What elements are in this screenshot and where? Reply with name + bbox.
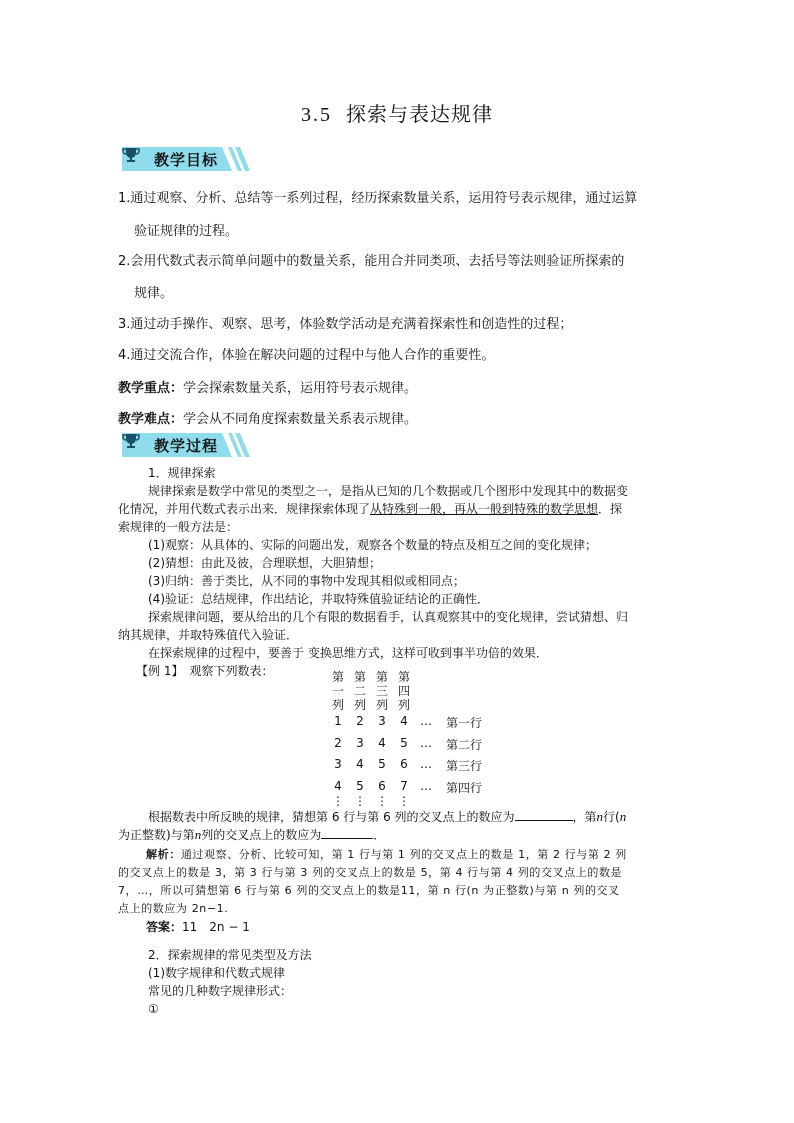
goals-heading: 教学目标 bbox=[154, 151, 219, 169]
table-cell: 5 bbox=[378, 757, 386, 771]
goals-banner bbox=[122, 147, 250, 171]
table-cell: 4 bbox=[356, 757, 364, 771]
trophy-icon bbox=[122, 147, 140, 163]
part2-line: 常见的几种数字规律形式： bbox=[148, 984, 293, 998]
column-header-char: 第 bbox=[397, 670, 410, 684]
objective-2 bbox=[118, 250, 678, 301]
answer-blank-2[interactable] bbox=[321, 826, 373, 839]
part2-circle-one: ① bbox=[148, 1002, 159, 1016]
row-label: 第三行 bbox=[446, 759, 483, 773]
table-cell: 5 bbox=[400, 735, 408, 750]
column-header-char: 四 bbox=[397, 684, 410, 698]
process-banner bbox=[122, 433, 250, 457]
intro-line2-start: 化情况，并用代数式表示出来．规律探索体现了 bbox=[118, 502, 371, 516]
var-n: n bbox=[194, 827, 202, 842]
intro-line2-underlined: 从特殊到一般，再从一般到特殊的数学思想 bbox=[370, 502, 599, 516]
intro-line1: 规律探索是数学中常见的类型之一，是指从已知的几个数据或几个图形中发现其中的数据变 bbox=[148, 484, 629, 498]
row-ellipsis: … bbox=[420, 778, 432, 793]
column-header-char: 列 bbox=[331, 698, 344, 712]
table-cell: 7 bbox=[400, 778, 408, 793]
row-label: 第四行 bbox=[446, 780, 483, 795]
table-cell: 1 bbox=[334, 714, 342, 728]
var-n: n bbox=[619, 809, 627, 824]
column-header-char: 列 bbox=[375, 698, 388, 712]
column-ellipsis: ⋮ bbox=[398, 794, 410, 808]
objective-1 bbox=[118, 187, 678, 239]
key-point-text: 学会探索数量关系，运用符号表示规律。 bbox=[183, 381, 418, 396]
column-header-char: 列 bbox=[353, 698, 366, 712]
para3: 在探索规律的过程中，要善于 变换思维方式，这样可收到事半功倍的效果． bbox=[148, 646, 548, 660]
part1-heading: 1．规律探索 bbox=[148, 466, 216, 480]
number-table bbox=[330, 668, 530, 810]
column-ellipsis: ⋮ bbox=[354, 794, 366, 808]
row-ellipsis: … bbox=[420, 735, 432, 750]
table-cell: 4 bbox=[378, 735, 386, 750]
answer-blank-1[interactable] bbox=[515, 808, 573, 821]
question-text-f: ． bbox=[373, 828, 386, 842]
objective-2-line2: 规律。 bbox=[134, 286, 174, 301]
question-text-d: 为正整数)与第 bbox=[118, 828, 195, 842]
key-point-label: 教学重点： bbox=[118, 381, 184, 396]
question-text-a: 根据数表中所反映的规律，猜想第 6 行与第 6 列的交叉点上的数应为 bbox=[148, 810, 515, 824]
question-text-e: 列的交叉点上的数应为 bbox=[201, 828, 322, 842]
intro-line2-end: ．探 bbox=[598, 502, 623, 516]
example-text: 观察下列数表： bbox=[189, 664, 274, 678]
table-cell: 6 bbox=[400, 757, 408, 771]
part2-heading: 2．探索规律的常见类型及方法 bbox=[148, 948, 312, 962]
part2-sub: (1)数字规律和代数式规律 bbox=[148, 966, 285, 980]
step-guess: (2)猜想：由此及彼，合理联想，大胆猜想； bbox=[148, 556, 381, 570]
question-text-c: 行( bbox=[603, 810, 620, 824]
page-title bbox=[0, 98, 794, 127]
column-header-char: 三 bbox=[375, 684, 388, 698]
question-line1 bbox=[148, 808, 626, 826]
row-label: 第一行 bbox=[446, 716, 483, 730]
process-heading: 教学过程 bbox=[154, 437, 219, 455]
table-cell: 3 bbox=[334, 757, 342, 771]
answer-line bbox=[146, 918, 250, 936]
trophy-icon bbox=[122, 433, 140, 449]
table-cell: 5 bbox=[356, 778, 364, 793]
difficulty-text: 学会从不同角度探索数量关系表示规律。 bbox=[183, 412, 418, 427]
row-label: 第二行 bbox=[446, 737, 483, 752]
column-header-char: 第 bbox=[375, 670, 388, 684]
column-ellipsis: ⋮ bbox=[332, 794, 344, 808]
table-cell: 4 bbox=[400, 714, 408, 728]
solution-line2: 的交叉点上的数是 3，第 3 行与第 3 列的交叉点上的数是 5，第 4 行与第 4 列的交叉点上的数是 bbox=[118, 866, 623, 879]
solution-line1 bbox=[146, 846, 627, 864]
solution-line4: 点上的数应为 2n−1. bbox=[118, 902, 229, 915]
column-header-char: 二 bbox=[353, 684, 366, 698]
column-ellipsis: ⋮ bbox=[376, 794, 388, 808]
example-1 bbox=[136, 662, 273, 680]
var-n: n bbox=[596, 809, 604, 824]
para2-line2: 纳其规律，并取特殊值代入验证． bbox=[118, 628, 299, 642]
difficulty-label: 教学难点： bbox=[118, 412, 184, 427]
table-cell: 6 bbox=[378, 778, 386, 793]
difficulty bbox=[118, 408, 417, 427]
key-point bbox=[118, 377, 417, 396]
column-header-char: 第 bbox=[353, 670, 366, 684]
objective-1-line1: 1.通过观察、分析、总结等一系列过程，经历探索数量关系，运用符号表示规律，通过运算 bbox=[118, 191, 638, 206]
column-header-char: 列 bbox=[397, 698, 410, 712]
row-ellipsis: … bbox=[420, 757, 432, 771]
question-line2 bbox=[118, 826, 385, 844]
step-induce: (3)归纳：善于类比，从不同的事物中发现其相似或相同点； bbox=[148, 574, 466, 588]
section-number: 3.5 bbox=[301, 104, 332, 126]
title-text: 探索与表达规律 bbox=[346, 102, 493, 126]
example-label: 【例 1】 bbox=[136, 664, 178, 678]
para2-line1: 探索规律问题，要从给出的几个有限的数据看手，认真观察其中的变化规律，尝试猜想、归 bbox=[148, 610, 629, 624]
table-cell: 3 bbox=[356, 735, 364, 750]
solution-line3: 7，…，所以可猜想第 6 行与第 6 列的交叉点上的数是11，第 n 行(n 为正整数)与第 n 列的交叉 bbox=[118, 884, 620, 897]
objective-3: 3.通过动手操作、观察、思考，体验数学活动是充满着探索性和创造性的过程； bbox=[118, 317, 573, 332]
objective-1-line2: 验证规律的过程。 bbox=[134, 224, 239, 239]
table-cell: 2 bbox=[356, 714, 364, 728]
solution-text-1: 通过观察、分析、比较可知，第 1 行与第 1 列的交叉点上的数是 1，第 2 行与第 2 列 bbox=[180, 848, 627, 861]
row-ellipsis: … bbox=[420, 714, 432, 728]
solution-label: 解析： bbox=[146, 848, 181, 861]
intro-line2 bbox=[118, 500, 622, 518]
column-header-char: 一 bbox=[331, 684, 344, 698]
answer-label: 答案： bbox=[146, 920, 183, 934]
table-cell: 4 bbox=[334, 778, 342, 793]
table-cell: 3 bbox=[378, 714, 386, 728]
question-text-b: ，第 bbox=[572, 810, 597, 824]
intro-line3: 索规律的一般方法是： bbox=[118, 520, 239, 534]
step-verify: (4)验证：总结规律，作出结论，并取特殊值验证结论的正确性． bbox=[148, 592, 490, 606]
step-observe: (1)观察：从具体的、实际的问题出发，观察各个数量的特点及相互之间的变化规律； bbox=[148, 538, 598, 552]
column-header-char: 第 bbox=[331, 670, 344, 684]
table-cell: 2 bbox=[334, 735, 342, 750]
objective-2-line1: 2.会用代数式表示简单问题中的数量关系，能用合并同类项、去括号等法则验证所探索的 bbox=[118, 254, 625, 269]
answer-text: 11 2n − 1 bbox=[182, 920, 250, 934]
objective-4: 4.通过交流合作，体验在解决问题的过程中与他人合作的重要性。 bbox=[118, 348, 495, 363]
